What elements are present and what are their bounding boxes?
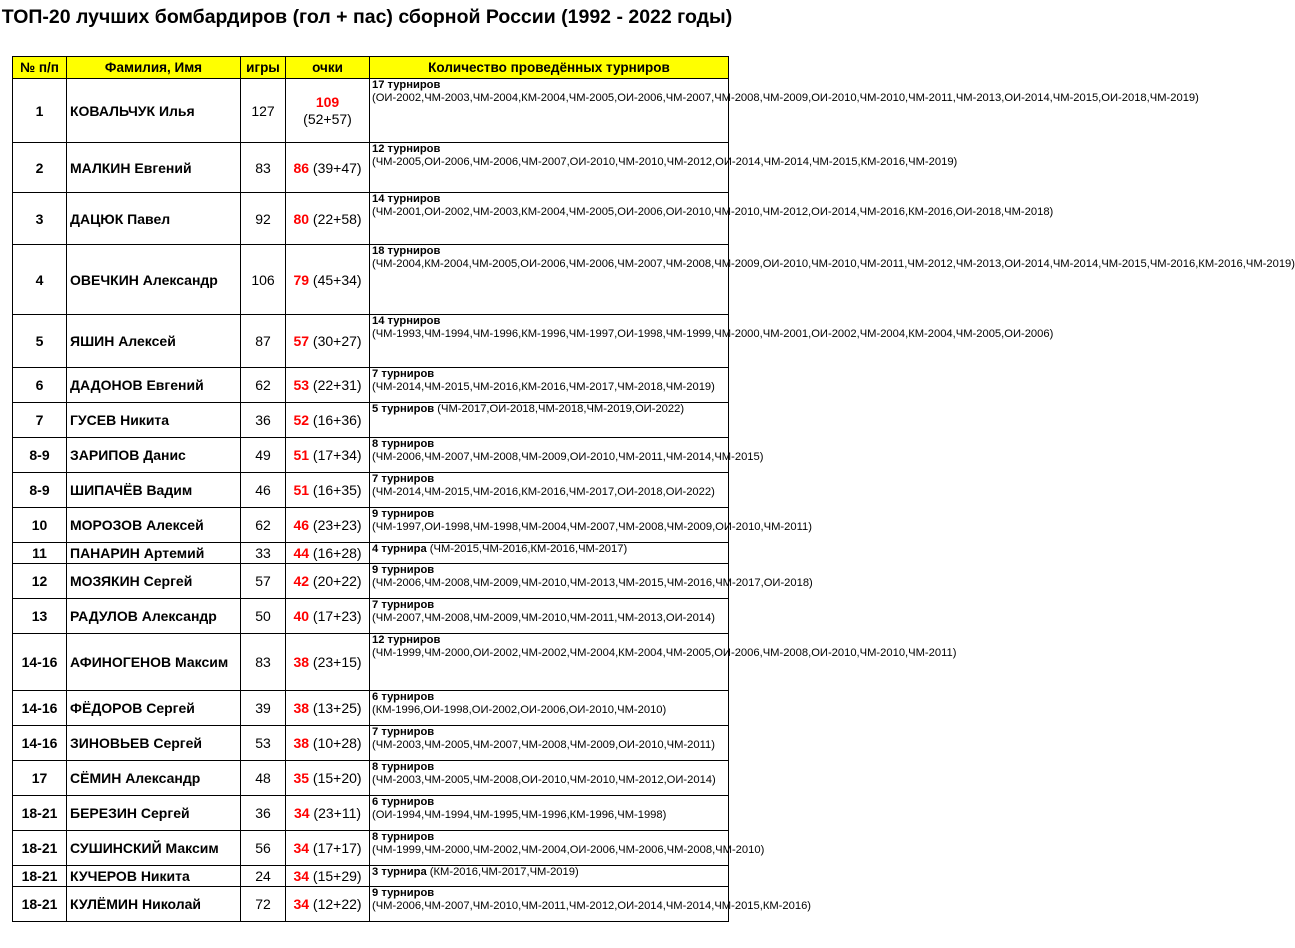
- points-cell: [286, 543, 370, 564]
- player-name-cell: ОВЕЧКИН Александр: [67, 245, 241, 315]
- player-name-cell: МОРОЗОВ Алексей: [67, 508, 241, 543]
- table-row: [13, 831, 729, 866]
- tournaments-cell: [370, 634, 957, 691]
- player-name-cell: РАДУЛОВ Александр: [67, 599, 241, 634]
- points-total: 109: [315, 93, 340, 110]
- points-cell: [286, 368, 370, 403]
- player-name-cell: КОВАЛЬЧУК Илья: [67, 79, 241, 143]
- points-cell: [286, 193, 370, 245]
- rank-cell: 18-21: [13, 796, 67, 831]
- tournament-list: (ЧМ-2017,ОИ-2018,ЧМ-2018,ЧМ-2019,ОИ-2022): [434, 403, 685, 415]
- points-split: (16+35): [312, 482, 362, 498]
- player-name-cell: ПАНАРИН Артемий: [67, 543, 241, 564]
- rank-cell: 5: [13, 315, 67, 368]
- tournament-count: 8 турниров: [372, 761, 435, 773]
- table-row: [13, 796, 729, 831]
- games-cell: 49: [241, 438, 286, 473]
- rank-cell: 14-16: [13, 634, 67, 691]
- tournament-list: (ЧМ-2005,ОИ-2006,ЧМ-2006,ЧМ-2007,ОИ-2010,ЧМ-2010,ЧМ-2012,ОИ-2014,ЧМ-2014,ЧМ-2015,КМ-2016,ЧМ-2019): [372, 156, 958, 168]
- points-cell: [286, 564, 370, 599]
- games-cell: 62: [241, 368, 286, 403]
- player-name-cell: ДАЦЮК Павел: [67, 193, 241, 245]
- player-name-cell: МОЗЯКИН Сергей: [67, 564, 241, 599]
- points-split: (12+22): [312, 896, 362, 912]
- games-cell: 57: [241, 564, 286, 599]
- table-row: [13, 691, 729, 726]
- points-cell: [286, 473, 370, 508]
- rank-cell: 14-16: [13, 691, 67, 726]
- points-cell: [286, 245, 370, 315]
- player-name-cell: ЗАРИПОВ Данис: [67, 438, 241, 473]
- tournament-list: (ЧМ-2006,ЧМ-2007,ЧМ-2008,ЧМ-2009,ОИ-2010,ЧМ-2011,ЧМ-2014,ЧМ-2015): [372, 451, 764, 463]
- points-total: 51: [293, 447, 310, 463]
- points-cell: [286, 438, 370, 473]
- tournament-count: 5 турниров: [372, 403, 435, 415]
- tournaments-cell: [370, 438, 764, 473]
- tournaments-cell: [370, 368, 729, 403]
- tournaments-cell: [370, 866, 729, 887]
- table-row: [13, 79, 729, 143]
- points-split: (39+47): [312, 159, 362, 176]
- tournament-list: (ОИ-2002,ЧМ-2003,ЧМ-2004,КМ-2004,ЧМ-2005,ОИ-2006,ЧМ-2007,ЧМ-2008,ЧМ-2009,ОИ-2010,ЧМ-2010,ЧМ-2011,ЧМ-2013,ОИ-2014,ЧМ-2015,ОИ-2018,ЧМ-2019): [372, 92, 1199, 104]
- points-total: 51: [293, 482, 310, 498]
- player-name-cell: КУЧЕРОВ Никита: [67, 866, 241, 887]
- tournament-count: 9 турниров: [372, 508, 435, 520]
- player-name-cell: ДАДОНОВ Евгений: [67, 368, 241, 403]
- tournaments-cell: [370, 508, 812, 543]
- points-split: (30+27): [312, 333, 362, 349]
- tournament-count: 17 турниров: [372, 79, 441, 91]
- table-row: [13, 143, 729, 193]
- games-cell: 36: [241, 796, 286, 831]
- points-total: 34: [293, 840, 310, 856]
- points-split: (16+36): [312, 412, 362, 428]
- tournament-count: 6 турниров: [372, 796, 435, 808]
- points-split: (22+58): [312, 210, 362, 227]
- games-cell: 36: [241, 403, 286, 438]
- table-row: [13, 245, 729, 315]
- games-cell: 56: [241, 831, 286, 866]
- tournaments-cell: [370, 887, 812, 922]
- player-name-cell: СЁМИН Александр: [67, 761, 241, 796]
- points-cell: [286, 634, 370, 691]
- points-split: (16+28): [312, 545, 362, 561]
- page-title: ТОП-20 лучших бомбардиров (гол + пас) сборной России (1992 - 2022 годы): [1, 6, 733, 28]
- tournament-list: (ЧМ-2004,КМ-2004,ЧМ-2005,ОИ-2006,ЧМ-2006,ЧМ-2007,ЧМ-2008,ЧМ-2009,ОИ-2010,ЧМ-2010,ЧМ-2011,ЧМ-2012,ЧМ-2013,ОИ-2014,ЧМ-2014,ЧМ-2015,ЧМ-2016,КМ-2016,ЧМ-2019): [372, 258, 1295, 270]
- table-row: [13, 564, 729, 599]
- tournament-list: (ЧМ-2003,ЧМ-2005,ЧМ-2008,ОИ-2010,ЧМ-2010,ЧМ-2012,ОИ-2014): [372, 774, 716, 786]
- points-total: 52: [293, 412, 310, 428]
- player-name-cell: ГУСЕВ Никита: [67, 403, 241, 438]
- rank-cell: 18-21: [13, 866, 67, 887]
- tournaments-cell: [370, 564, 813, 599]
- table-row: [13, 726, 729, 761]
- rank-cell: 14-16: [13, 726, 67, 761]
- rank-cell: 2: [13, 143, 67, 193]
- tournament-list: (ЧМ-2007,ЧМ-2008,ЧМ-2009,ЧМ-2010,ЧМ-2011,ЧМ-2013,ОИ-2014): [372, 612, 715, 624]
- tournaments-cell: [370, 543, 729, 564]
- header-points: очки: [286, 57, 370, 79]
- tournament-count: 3 турнира: [372, 866, 427, 878]
- points-split: (15+29): [312, 868, 362, 884]
- scorers-table: [12, 56, 1295, 922]
- tournaments-cell: [370, 245, 1295, 315]
- rank-cell: 6: [13, 368, 67, 403]
- tournaments-cell: [370, 599, 729, 634]
- points-total: 34: [293, 896, 310, 912]
- games-cell: 72: [241, 887, 286, 922]
- points-split: (17+17): [312, 840, 362, 856]
- tournaments-cell: [370, 726, 729, 761]
- table-row: [13, 634, 729, 691]
- tournaments-cell: [370, 79, 1199, 143]
- table-row: [13, 193, 729, 245]
- tournaments-cell: [370, 315, 1054, 368]
- header-row: [13, 57, 729, 79]
- tournaments-cell: [370, 193, 1054, 245]
- tournament-count: 9 турниров: [372, 887, 435, 899]
- player-name-cell: СУШИНСКИЙ Максим: [67, 831, 241, 866]
- rank-cell: 7: [13, 403, 67, 438]
- tournament-list: (ОИ-1994,ЧМ-1994,ЧМ-1995,ЧМ-1996,КМ-1996,ЧМ-1998): [372, 809, 667, 821]
- points-split: (23+11): [313, 805, 362, 821]
- points-total: 57: [293, 333, 310, 349]
- tournament-count: 8 турниров: [372, 438, 435, 450]
- rank-cell: 18-21: [13, 831, 67, 866]
- player-name-cell: ФЁДОРОВ Сергей: [67, 691, 241, 726]
- points-split: (23+23): [312, 517, 362, 533]
- table-row: [13, 866, 729, 887]
- points-total: 35: [293, 770, 310, 786]
- tournament-count: 12 турниров: [372, 143, 441, 155]
- player-name-cell: МАЛКИН Евгений: [67, 143, 241, 193]
- tournament-count: 7 турниров: [372, 726, 435, 738]
- rank-cell: 8-9: [13, 473, 67, 508]
- points-cell: [286, 831, 370, 866]
- tournament-list: (КМ-1996,ОИ-1998,ОИ-2002,ОИ-2006,ОИ-2010,ЧМ-2010): [372, 704, 667, 716]
- tournaments-cell: [370, 761, 729, 796]
- tournament-count: 7 турниров: [372, 368, 435, 380]
- games-cell: 83: [241, 634, 286, 691]
- points-total: 44: [293, 545, 310, 561]
- games-cell: 48: [241, 761, 286, 796]
- points-total: 38: [293, 654, 310, 670]
- rank-cell: 18-21: [13, 887, 67, 922]
- rank-cell: 3: [13, 193, 67, 245]
- tournament-list: (КМ-2016,ЧМ-2017,ЧМ-2019): [426, 866, 579, 878]
- games-cell: 39: [241, 691, 286, 726]
- points-split: (15+20): [312, 770, 362, 786]
- tournament-list: (ЧМ-2006,ЧМ-2007,ЧМ-2010,ЧМ-2011,ЧМ-2012,ОИ-2014,ЧМ-2014,ЧМ-2015,КМ-2016): [372, 900, 812, 912]
- points-total: 34: [293, 805, 310, 821]
- table-row: [13, 508, 729, 543]
- player-name-cell: ЗИНОВЬЕВ Сергей: [67, 726, 241, 761]
- points-cell: [286, 887, 370, 922]
- tournaments-cell: [370, 403, 729, 438]
- tournament-list: (ЧМ-2014,ЧМ-2015,ЧМ-2016,КМ-2016,ЧМ-2017,ЧМ-2018,ЧМ-2019): [372, 381, 715, 393]
- rank-cell: 10: [13, 508, 67, 543]
- points-split: (20+22): [312, 573, 362, 589]
- points-split: (17+23): [312, 608, 362, 624]
- table-row: [13, 473, 729, 508]
- tournament-count: 8 турниров: [372, 831, 435, 843]
- points-total: 34: [293, 868, 310, 884]
- games-cell: 46: [241, 473, 286, 508]
- tournament-list: (ЧМ-2001,ОИ-2002,ЧМ-2003,КМ-2004,ЧМ-2005,ОИ-2006,ОИ-2010,ЧМ-2010,ЧМ-2012,ОИ-2014,ЧМ-2016,КМ-2016,ОИ-2018,ЧМ-2018): [372, 206, 1054, 218]
- tournament-count: 14 турниров: [372, 193, 441, 205]
- rank-cell: 12: [13, 564, 67, 599]
- tournament-count: 7 турниров: [372, 599, 435, 611]
- rank-cell: 11: [13, 543, 67, 564]
- tournament-count: 7 турниров: [372, 473, 435, 485]
- table-row: [13, 438, 729, 473]
- tournaments-cell: [370, 796, 729, 831]
- points-total: 86: [293, 159, 310, 176]
- points-cell: [286, 508, 370, 543]
- tournament-count: 14 турниров: [372, 315, 441, 327]
- points-total: 42: [293, 573, 310, 589]
- tournament-list: (ЧМ-2015,ЧМ-2016,КМ-2016,ЧМ-2017): [426, 543, 628, 555]
- header-name: Фамилия, Имя: [67, 57, 241, 79]
- tournament-count: 18 турниров: [372, 245, 441, 257]
- points-total: 40: [293, 608, 310, 624]
- tournaments-cell: [370, 143, 958, 193]
- points-cell: [286, 726, 370, 761]
- points-cell: [286, 761, 370, 796]
- header-num: № п/п: [13, 57, 67, 79]
- table-row: [13, 315, 729, 368]
- games-cell: 92: [241, 193, 286, 245]
- rank-cell: 13: [13, 599, 67, 634]
- tournament-count: 9 турниров: [372, 564, 435, 576]
- table-row: [13, 543, 729, 564]
- games-cell: 106: [241, 245, 286, 315]
- header-tournaments: Количество проведённых турниров: [370, 57, 729, 79]
- points-cell: [286, 796, 370, 831]
- points-split: (17+34): [312, 447, 362, 463]
- player-name-cell: ШИПАЧЁВ Вадим: [67, 473, 241, 508]
- rank-cell: 17: [13, 761, 67, 796]
- points-cell: [286, 599, 370, 634]
- table-row: [13, 403, 729, 438]
- points-total: 38: [293, 700, 310, 716]
- table-body: [13, 79, 1295, 922]
- tournament-list: (ЧМ-1997,ОИ-1998,ЧМ-1998,ЧМ-2004,ЧМ-2007,ЧМ-2008,ЧМ-2009,ОИ-2010,ЧМ-2011): [372, 521, 812, 533]
- points-total: 38: [293, 735, 310, 751]
- tournament-count: 6 турниров: [372, 691, 435, 703]
- points-cell: [286, 866, 370, 887]
- points-split: (52+57): [303, 110, 352, 127]
- tournament-list: (ЧМ-2003,ЧМ-2005,ЧМ-2007,ЧМ-2008,ЧМ-2009,ОИ-2010,ЧМ-2011): [372, 739, 715, 751]
- games-cell: 53: [241, 726, 286, 761]
- player-name-cell: БЕРЕЗИН Сергей: [67, 796, 241, 831]
- tournaments-cell: [370, 831, 765, 866]
- rank-cell: 1: [13, 79, 67, 143]
- games-cell: 24: [241, 866, 286, 887]
- points-split: (45+34): [312, 271, 362, 288]
- tournament-list: (ЧМ-1999,ЧМ-2000,ОИ-2002,ЧМ-2002,ЧМ-2004,КМ-2004,ЧМ-2005,ОИ-2006,ЧМ-2008,ОИ-2010,ЧМ-2010,ЧМ-2011): [372, 647, 957, 659]
- points-total: 80: [293, 210, 310, 227]
- games-cell: 83: [241, 143, 286, 193]
- tournament-list: (ЧМ-2006,ЧМ-2008,ЧМ-2009,ЧМ-2010,ЧМ-2013,ЧМ-2015,ЧМ-2016,ЧМ-2017,ОИ-2018): [372, 577, 813, 589]
- games-cell: 127: [241, 79, 286, 143]
- tournaments-cell: [370, 473, 729, 508]
- tournaments-cell: [370, 691, 729, 726]
- tournament-list: (ЧМ-2014,ЧМ-2015,ЧМ-2016,КМ-2016,ЧМ-2017,ОИ-2018,ОИ-2022): [372, 486, 715, 498]
- games-cell: 87: [241, 315, 286, 368]
- tournament-count: 4 турнира: [372, 543, 427, 555]
- table-row: [13, 761, 729, 796]
- points-total: 46: [293, 517, 310, 533]
- points-split: (22+31): [312, 377, 362, 393]
- points-cell: [286, 79, 370, 143]
- player-name-cell: АФИНОГЕНОВ Максим: [67, 634, 241, 691]
- points-split: (10+28): [312, 735, 362, 751]
- points-total: 53: [293, 377, 310, 393]
- table-row: [13, 599, 729, 634]
- player-name-cell: ЯШИН Алексей: [67, 315, 241, 368]
- rank-cell: 8-9: [13, 438, 67, 473]
- table-row: [13, 368, 729, 403]
- rank-cell: 4: [13, 245, 67, 315]
- header-games: игры: [241, 57, 286, 79]
- tournament-list: (ЧМ-1999,ЧМ-2000,ЧМ-2002,ЧМ-2004,ОИ-2006,ЧМ-2006,ЧМ-2008,ЧМ-2010): [372, 844, 765, 856]
- games-cell: 33: [241, 543, 286, 564]
- table-row: [13, 887, 729, 922]
- points-cell: [286, 403, 370, 438]
- games-cell: 50: [241, 599, 286, 634]
- points-split: (23+15): [312, 654, 362, 670]
- tournament-list: (ЧМ-1993,ЧМ-1994,ЧМ-1996,КМ-1996,ЧМ-1997,ОИ-1998,ЧМ-1999,ЧМ-2000,ЧМ-2001,ОИ-2002,ЧМ-2004,КМ-2004,ЧМ-2005,ОИ-2006): [372, 328, 1054, 340]
- tournament-count: 12 турниров: [372, 634, 441, 646]
- games-cell: 62: [241, 508, 286, 543]
- points-cell: [286, 315, 370, 368]
- points-split: (13+25): [312, 700, 362, 716]
- player-name-cell: КУЛЁМИН Николай: [67, 887, 241, 922]
- points-cell: [286, 143, 370, 193]
- points-cell: [286, 691, 370, 726]
- points-total: 79: [293, 271, 310, 288]
